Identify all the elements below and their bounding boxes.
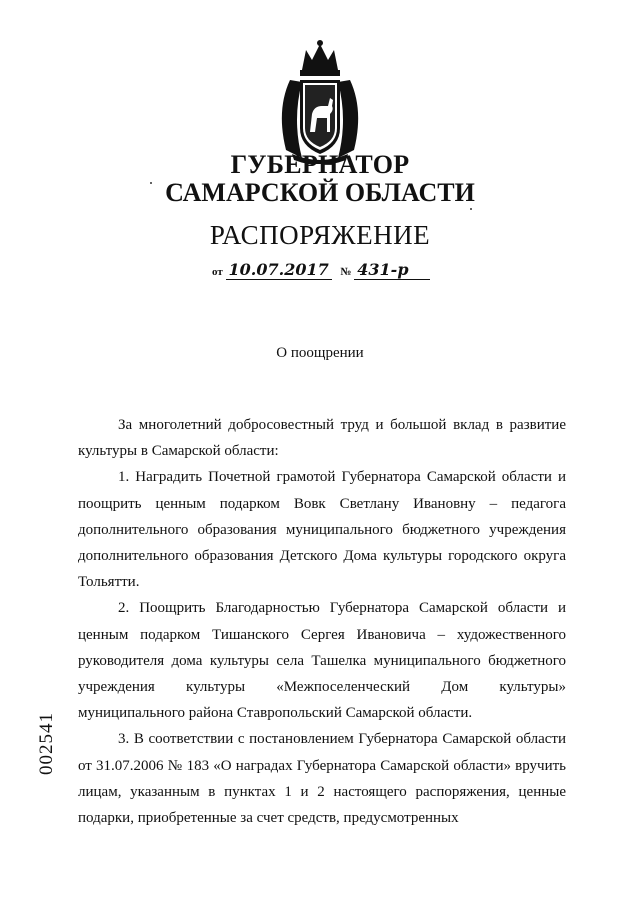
document-type: РАСПОРЯЖЕНИЕ <box>209 220 431 250</box>
date-label: от <box>212 266 223 278</box>
header-title-line2: САМАРСКОЙ ОБЛАСТИ <box>165 178 475 207</box>
coat-of-arms-icon <box>272 40 368 164</box>
document-body <box>78 412 566 831</box>
registration-stamp: 002541 <box>36 712 57 775</box>
paragraph-3: 3. В соответствии с постановлением Губернатора Самарской области от 31.07.2006 № 183 «О наградах Губернатора Самарской области» вручить лицам, указанным в пунктах 1 и 2 настоящего распоряжения, ценные подарки, приобретенные за счет средств, предусмотренных <box>78 731 566 827</box>
header-title-line1: ГУБЕРНАТОР <box>230 150 410 179</box>
dateline <box>212 260 430 280</box>
document-date: 10.07.2017 <box>226 260 332 280</box>
document-number: 431-р <box>354 260 430 280</box>
paragraph-1: 1. Наградить Почетной грамотой Губернатора Самарской области и поощрить ценным подарком Вовк Светлану Ивановну – педагога дополнительного образования муниципального бюджетного учреждения дополнительного образования Детского Дома культуры городского округа Тольятти. <box>78 469 566 591</box>
scan-speck <box>470 208 472 210</box>
scan-speck <box>150 182 152 184</box>
document-subject: О поощрении <box>276 345 364 361</box>
paragraph-intro: За многолетний добросовестный труд и большой вклад в развитие культуры в Самарской области: <box>78 417 566 460</box>
paragraph-2: 2. Поощрить Благодарностью Губернатора Самарской области и ценным подарком Тишанского Сергея Ивановича – художественного руководителя дома культуры села Ташелка муниципального бюджетного учреждения культуры «Межпоселенческий Дом культуры» муниципального района Ставропольский Самарской области. <box>78 600 566 722</box>
number-label: № <box>340 266 352 278</box>
